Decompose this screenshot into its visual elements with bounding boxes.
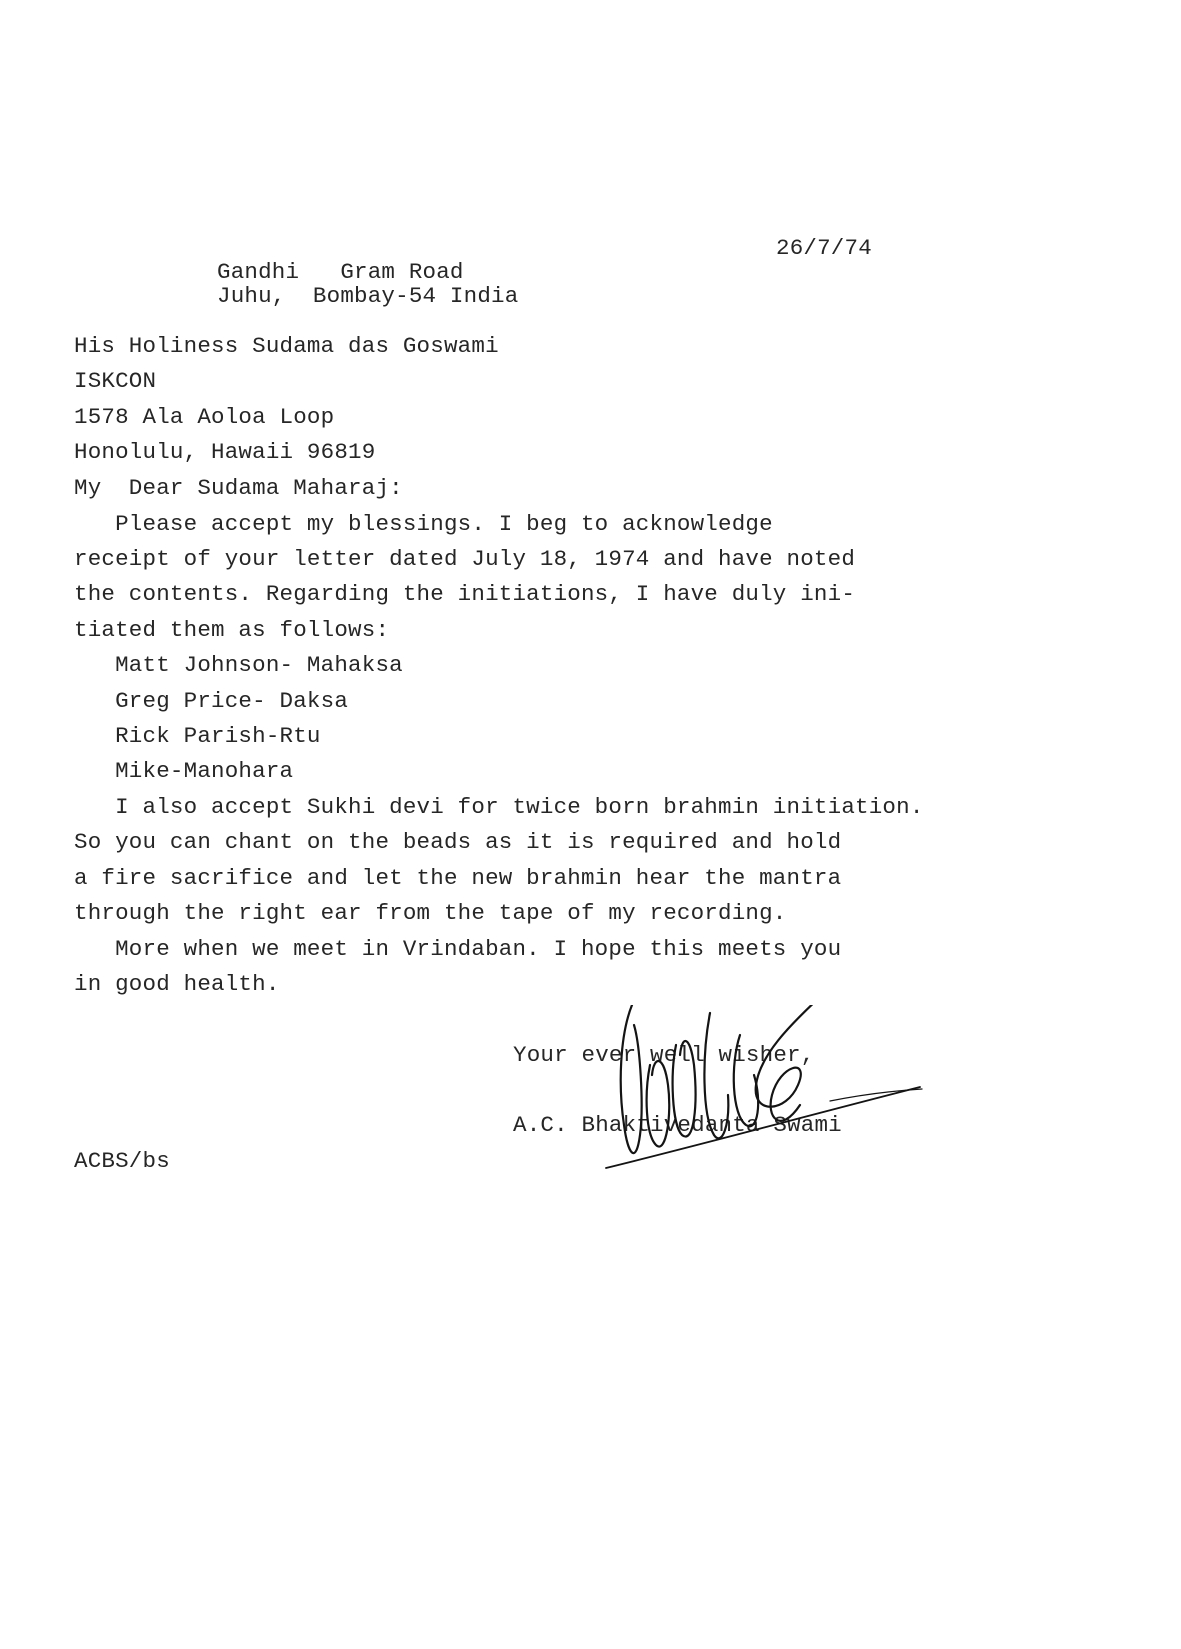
initiate-list-item-3: Rick Parish-Rtu [74,723,321,749]
body-paragraph-2-line-4: through the right ear from the tape of my recording. [74,900,787,926]
recipient-line-3: 1578 Ala Aoloa Loop [74,404,335,430]
sender-address-line-2: Juhu, Bombay-54 India [217,283,519,309]
body-paragraph-3-line-1: More when we meet in Vrindaban. I hope this meets you [74,936,842,962]
initiate-list-item-2: Greg Price- Daksa [74,688,349,714]
body-paragraph-2-line-3: a fire sacrifice and let the new brahmin hear the mantra [74,865,842,891]
initiate-list-item-1: Matt Johnson- Mahaksa [74,652,403,678]
closing: Your ever well wisher, [513,1042,815,1068]
body-paragraph-1-line-4: tiated them as follows: [74,617,390,643]
recipient-line-1: His Holiness Sudama das Goswami [74,333,499,359]
reference-initials: ACBS/bs [74,1148,170,1174]
body-paragraph-1-line-3: the contents. Regarding the initiations, I have duly ini- [74,581,856,607]
recipient-line-4: Honolulu, Hawaii 96819 [74,439,376,465]
recipient-line-2: ISKCON [74,368,157,394]
body-paragraph-1-line-1: Please accept my blessings. I beg to acknowledge [74,511,773,537]
sender-address-line-1: Gandhi Gram Road [217,259,464,285]
body-paragraph-2-line-2: So you can chant on the beads as it is required and hold [74,829,842,855]
body-paragraph-1-line-2: receipt of your letter dated July 18, 1974 and have noted [74,546,856,572]
letter-date: 26/7/74 [776,235,872,261]
body-paragraph-2-line-1: I also accept Sukhi devi for twice born brahmin initiation. [74,794,924,820]
salutation: My Dear Sudama Maharaj: [74,475,403,501]
body-paragraph-3-line-2: in good health. [74,971,280,997]
initiate-list-item-4: Mike-Manohara [74,758,294,784]
signatory-name: A.C. Bhaktivedanta Swami [513,1112,842,1138]
